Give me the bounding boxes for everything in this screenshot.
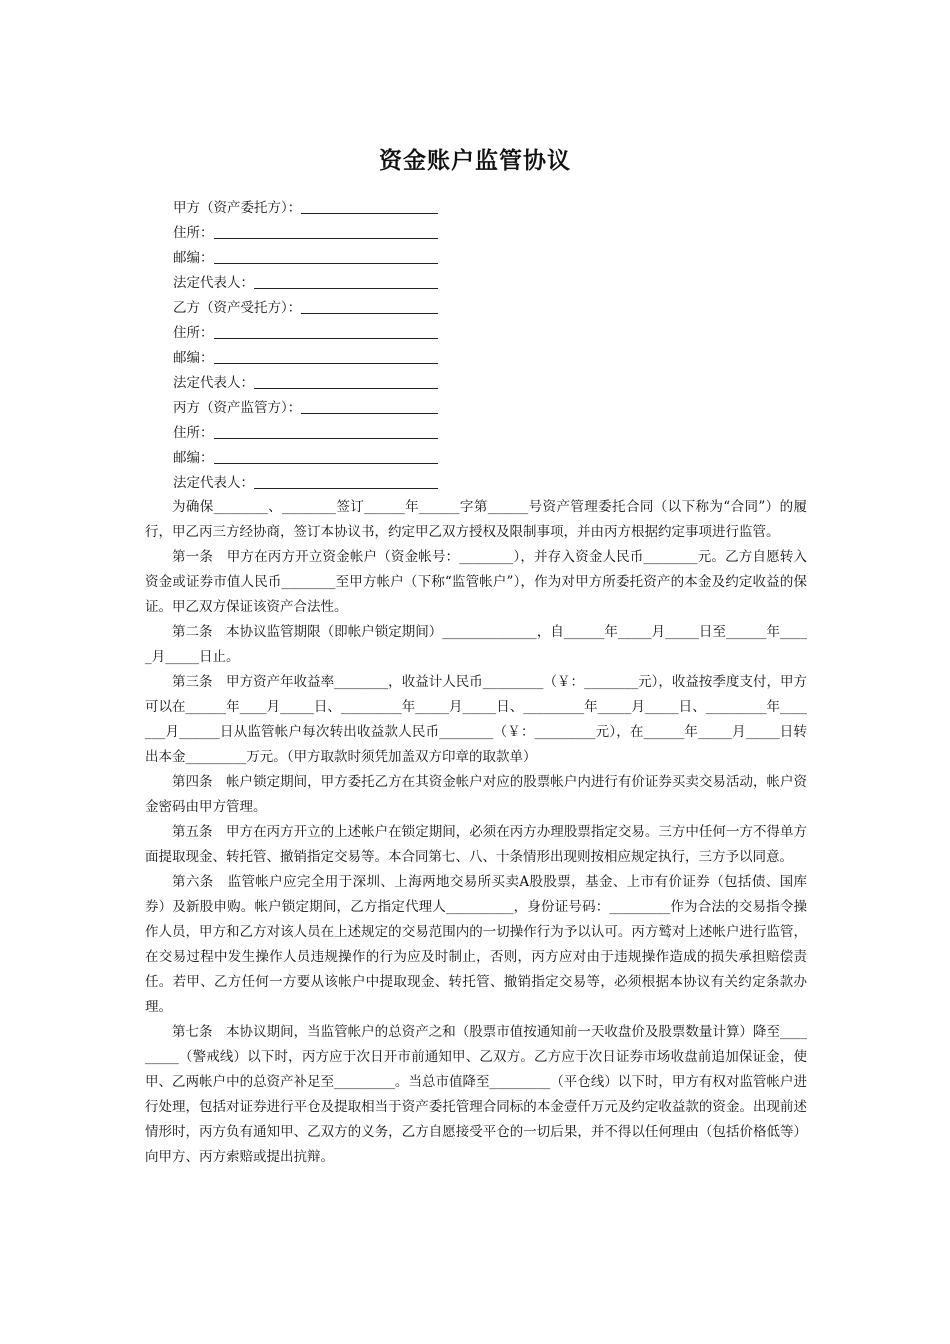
party-field (173, 196, 301, 221)
fill-line (214, 463, 439, 464)
field-label: 乙方（资产受托方）： (173, 300, 302, 316)
party-field (173, 421, 301, 446)
party-fields (173, 196, 301, 496)
field-label: 甲方（资产委托方）： (173, 200, 302, 216)
party-field (173, 321, 301, 346)
fill-line (214, 238, 439, 239)
article-5: 第五条 甲方在丙方开立的上述帐户在锁定期间，必须在丙方办理股票指定交易。三方中任何一方不得单方面提取现金、转托管、撤销指定交易等。本合同第七、八、十条情形出现则按相应规定执行，三方予以同意。 (145, 824, 807, 865)
party-field (173, 296, 301, 321)
party-field (173, 246, 301, 271)
article-7: 第七条 本协议期间，当监管帐户的总资产之和（股票市值按通知前一天收盘价及股票数量计算）降至_________（警戒线）以下时，丙方应于次日开市前通知甲、乙双方。乙方应于次日证券市场收盘前追加保证金，使甲、乙两帐户中的总资产补足至_________。当总市值降至_________（平仓线）以下时，甲方有权对监管帐户进行处理，包括对证券进行平仓及提取相当于资产委托管理合同标的本金壹仟万元及约定收益款的资金。出现前述情形时，丙方负有通知甲、乙双方的义务，乙方自愿接受平仓的一切后果，并不得以任何理由（包括价格低等）向甲方、丙方索赔或提出抗辩。 (145, 1024, 807, 1165)
party-field (173, 471, 301, 496)
field-label: 邮编： (173, 450, 214, 466)
field-label: 住所： (173, 325, 214, 341)
article-4: 第四条 帐户锁定期间，甲方委托乙方在其资金帐户对应的股票帐户内进行有价证券买卖交易活动，帐户资金密码由甲方管理。 (145, 774, 807, 815)
field-label: 住所： (173, 225, 214, 241)
article-1: 第一条 甲方在丙方开立资金帐户（资金帐号：________），并存入资金人民币________元。乙方自愿转入资金或证券市值人民币________至甲方帐户（下称“监管帐户”），作为对甲方所委托资产的本金及约定收益的保证。甲乙双方保证该资产合法性。 (145, 549, 807, 615)
fill-line (301, 313, 438, 314)
fill-line (214, 338, 439, 339)
field-label: 邮编： (173, 350, 214, 366)
fill-line (214, 263, 439, 264)
field-label: 住所： (173, 425, 214, 441)
fill-line (254, 288, 438, 289)
party-field (173, 396, 301, 421)
article-2: 第二条 本协议监管期限（即帐户锁定期间）______________，自______年_____月_____日至______年_____月_____日止。 (145, 624, 807, 665)
field-label: 法定代表人： (173, 475, 254, 491)
agreement-body (145, 495, 807, 1170)
field-label: 法定代表人： (173, 275, 254, 291)
article-3: 第三条 甲方资产年收益率________，收益计人民币_________（￥：________元），收益按季度支付，甲方可以在______年____月_____日、_________年_____月_____日、_________年_____月_____日、_________年_______月______日从监管帐户每次转出收益款人民币________（￥：_________元），在______年_____月_____日转出本金_________万元。（甲方取款时须凭加盖双方印章的取款单） (145, 674, 807, 765)
fill-line (301, 213, 438, 214)
intro-paragraph: 为确保________、________签订______年______字第______号资产管理委托合同（以下称为“合同”）的履行，甲乙丙三方经协商，签订本协议书，约定甲乙双方授权及限制事项，并由丙方根据约定事项进行监管。 (145, 499, 807, 540)
party-field (173, 346, 301, 371)
fill-line (214, 363, 439, 364)
field-label: 法定代表人： (173, 375, 254, 391)
fill-line (301, 413, 438, 414)
party-field (173, 221, 301, 246)
fill-line (254, 388, 438, 389)
field-label: 邮编： (173, 250, 214, 266)
party-field (173, 446, 301, 471)
field-label: 丙方（资产监管方）： (173, 400, 302, 416)
party-field (173, 271, 301, 296)
fill-line (254, 488, 438, 489)
document-title: 资金账户监管协议 (379, 147, 571, 174)
fill-line (214, 438, 439, 439)
party-field (173, 371, 301, 396)
article-6: 第六条 监管帐户应完全用于深圳、上海两地交易所买卖A股股票，基金、上市有价证券（包括债、国库券）及新股申购。帐户锁定期间，乙方指定代理人__________，身份证号码：_________作为合法的交易指令操作人员，甲方和乙方对该人员在上述规定的交易范围内的一切操作行为予以认可。丙方鹫对上述帐户进行监管，在交易过程中发生操作人员违规操作的行为应及时制止，否则，丙方应对由于违规操作造成的损失承担赔偿责任。若甲、乙方任何一方要从该帐户中提取现金、转托管、撤销指定交易等，必须根据本协议有关约定条款办理。 (145, 874, 807, 1015)
